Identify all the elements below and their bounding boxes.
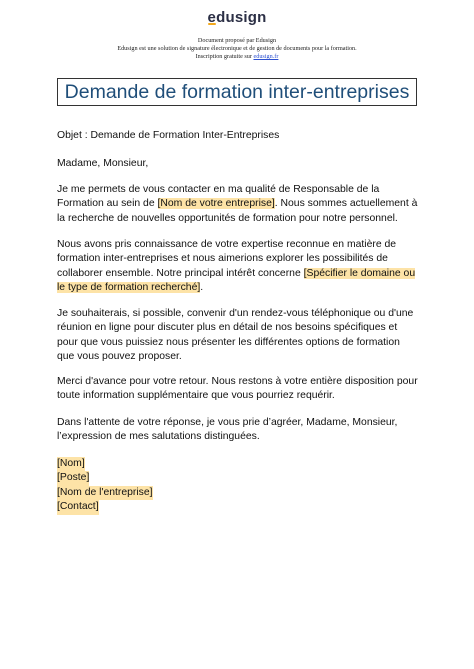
credit-line-1: Document proposé par Edusign — [197, 37, 277, 44]
edusign-logo — [0, 9, 474, 26]
title-box — [57, 78, 417, 106]
placeholder-training-domain: [Spécifier le domaine ou le type de formation recherché] — [57, 267, 416, 294]
paragraph-2 — [57, 238, 419, 296]
paragraph-1 — [57, 183, 419, 226]
p4-text: Merci d'avance pour votre retour. Nous restons à votre entière disposition pour toute information supplémentaire que vous pourriez requérir. — [57, 376, 418, 402]
paragraph-4 — [57, 375, 419, 404]
placeholder-company-name: [Nom de votre entreprise] — [157, 198, 275, 210]
page-title: Demande de formation inter-entreprises — [64, 80, 410, 103]
salutation-text: Madame, Monsieur, — [57, 158, 149, 169]
placeholder-contact: [Contact] — [57, 500, 99, 514]
subject-text: Objet : Demande de Formation Inter-Entreprises — [57, 130, 280, 141]
placeholder-name: [Nom] — [57, 457, 85, 471]
p2-text-b: . — [200, 282, 204, 294]
paragraph-5 — [57, 416, 419, 445]
p5-text: Dans l'attente de votre réponse, je vous prie d’agréer, Madame, Monsieur, l’expression de mes salutations distinguées. — [57, 417, 398, 443]
signature-block — [57, 457, 153, 515]
p3-text: Je souhaiterais, si possible, convenir d'un rendez-vous téléphonique ou d'une réunion en ligne pour discuter plus en détail de nos besoins spécifiques et pour que vous puissiez nous présenter les différentes options de formation que vous pouvez proposer. — [57, 308, 414, 363]
credit-line-3-prefix: Inscription gratuite sur — [195, 53, 252, 60]
placeholder-company: [Nom de l'entreprise] — [57, 486, 153, 500]
placeholder-position: [Poste] — [57, 471, 89, 485]
letter-salutation — [57, 157, 419, 171]
p1-text-a: Je me permets de vous contacter en ma qualité de Responsable de la Formation au sein de — [57, 184, 380, 210]
edusign-link[interactable]: edusign.fr — [253, 53, 279, 60]
credit-line-2: Edusign est une solution de signature électronique et de gestion de documents pour la formation. — [117, 45, 357, 52]
document-credits — [0, 37, 474, 61]
letter-subject — [57, 129, 419, 143]
logo-text: edusign — [207, 9, 267, 26]
p2-text-a: Nous avons pris connaissance de votre expertise reconnue en matière de formation inter-entreprises et nous aimerions explorer les possibilités de collaborer ensemble. Notre principal intérêt concerne — [57, 239, 397, 279]
paragraph-3 — [57, 307, 419, 365]
credit-line-3 — [0, 53, 474, 61]
p1-text-b: . Nous sommes actuellement à la recherche de nouvelles opportunités de formation pour notre personnel. — [57, 198, 418, 224]
